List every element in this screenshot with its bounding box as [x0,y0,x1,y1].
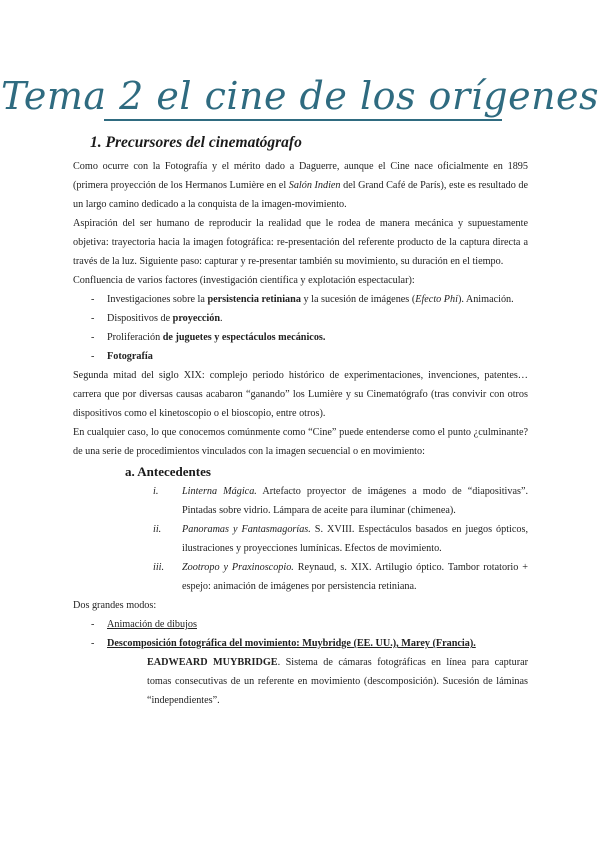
list-bullet: - [91,294,95,305]
list-item [73,328,528,347]
list-item-text: ). Animación. [457,294,514,305]
device-name: Zootropo y Praxinoscopio. [182,562,294,573]
document-body [73,157,528,710]
list-number: iii. [153,562,165,573]
paragraph-intro [73,157,528,214]
list-item-bold: persistencia retiniana [207,294,301,305]
list-bullet: - [91,351,95,362]
list-item [73,309,528,328]
paragraph-confluencia: Confluencia de varios factores (investigación científica y explotación espectacular): [73,275,415,286]
page-title: Tema 2 el cine de los orígenes [0,74,600,118]
paragraph-cine: En cualquier caso, lo que conocemos comúnmente como “Cine” puede entenderse como el punto ¿culminante? de una serie de procedimientos vinculados con la imagen secuencial o en movimiento: [73,427,528,457]
paragraph-intro-text-b: del Grand Café de París), este es resultado de un largo camino dedicado a la conquista de la imagen-movimiento. [73,180,528,210]
list-item-text: . [220,313,223,324]
list-item-text: Investigaciones sobre la [107,294,208,305]
list-item [73,615,528,634]
list-item [73,558,528,596]
paragraph-muybridge-text: . Sistema de cámaras fotográficas en línea para capturar tomas consecutivas de un referente en movimiento (descomposición). Sucesión de láminas “independientes”. [147,657,529,706]
venue-name: Salón Indien [288,180,341,191]
list-item-text: Proliferación [107,332,163,343]
list-item-bold: proyección [172,313,221,324]
list-item-text: Artefacto proyector de imágenes a modo de “diapositivas”. Pintadas sobre vidrio. Lámpara de aceite para iluminar (chimenea). [182,486,529,516]
list-item [73,520,528,558]
list-number: i. [153,486,159,497]
list-bullet: - [91,332,95,343]
list-item-text: S. XVIII. Espectáculos basados en juegos ópticos, ilustraciones y proyecciones lumínicas. Efectos de movimiento. [182,524,528,554]
device-name: Panoramas y Fantasmagorías. [182,524,311,535]
paragraph-modos: Dos grandes modos: [73,600,157,611]
person-name: EADWEARD MUYBRIDGE [147,657,278,668]
paragraph-intro-text-a: Como ocurre con la Fotografía y el mérito dado a Daguerre, aunque el Cine nace oficialmente en 1895 (primera proyección de los Hermanos Lumière en el [73,161,528,191]
list-item-italic: Efecto Phi [415,294,458,305]
list-item [73,482,528,520]
list-bullet: - [91,638,95,649]
list-item-text: Dispositivos de [107,313,173,324]
subsection-heading-antecedentes: a. Antecedentes [125,464,211,479]
title-underline [104,119,502,121]
factors-list [73,290,528,366]
list-item-text: Reynaud, s. XIX. Artilugio óptico. Tambor rotatorio + espejo: animación de imágenes por persistencia retiniana. [182,562,528,592]
list-item [73,347,528,366]
paragraph-muybridge [73,653,528,710]
mode-descomposicion: Descomposición fotográfica del movimiento: Muybridge (EE. UU.), Marey (Francia). [107,638,476,649]
modes-list [73,615,528,653]
list-item-bold: Fotografía [107,351,153,362]
device-name: Linterna Mágica. [182,486,257,497]
antecedentes-list [73,482,528,596]
paragraph-siglo-xix: Segunda mitad del siglo XIX: complejo periodo histórico de experimentaciones, invenciones, patentes… carrera que por diversas causas acabaron “ganando” los Lumière y su Cinematógrafo (tras convivir con otros dispositivos como el kinetoscopio o el bioscopio, entre otros). [73,370,528,419]
section-heading-precursores: 1. Precursores del cinematógrafo [90,134,302,151]
paragraph-aspiracion: Aspiración del ser humano de reproducir la realidad que le rodea de manera mecánica y supuestamente objetiva: trayectoria hacia la imagen fotográfica: re-presentación del referente producto de la captura directa a través de la luz. Siguiente paso: capturar y re-presentar también su movimiento, su duración en el tiempo. [73,218,528,267]
list-number: ii. [153,524,162,535]
list-item-text: y la sucesión de imágenes ( [300,294,416,305]
list-item-bold: de juguetes y espectáculos mecánicos. [162,332,326,343]
mode-animacion: Animación de dibujos [107,619,197,630]
list-item [73,290,528,309]
list-bullet: - [91,619,95,630]
list-bullet: - [91,313,95,324]
list-item [73,634,528,653]
